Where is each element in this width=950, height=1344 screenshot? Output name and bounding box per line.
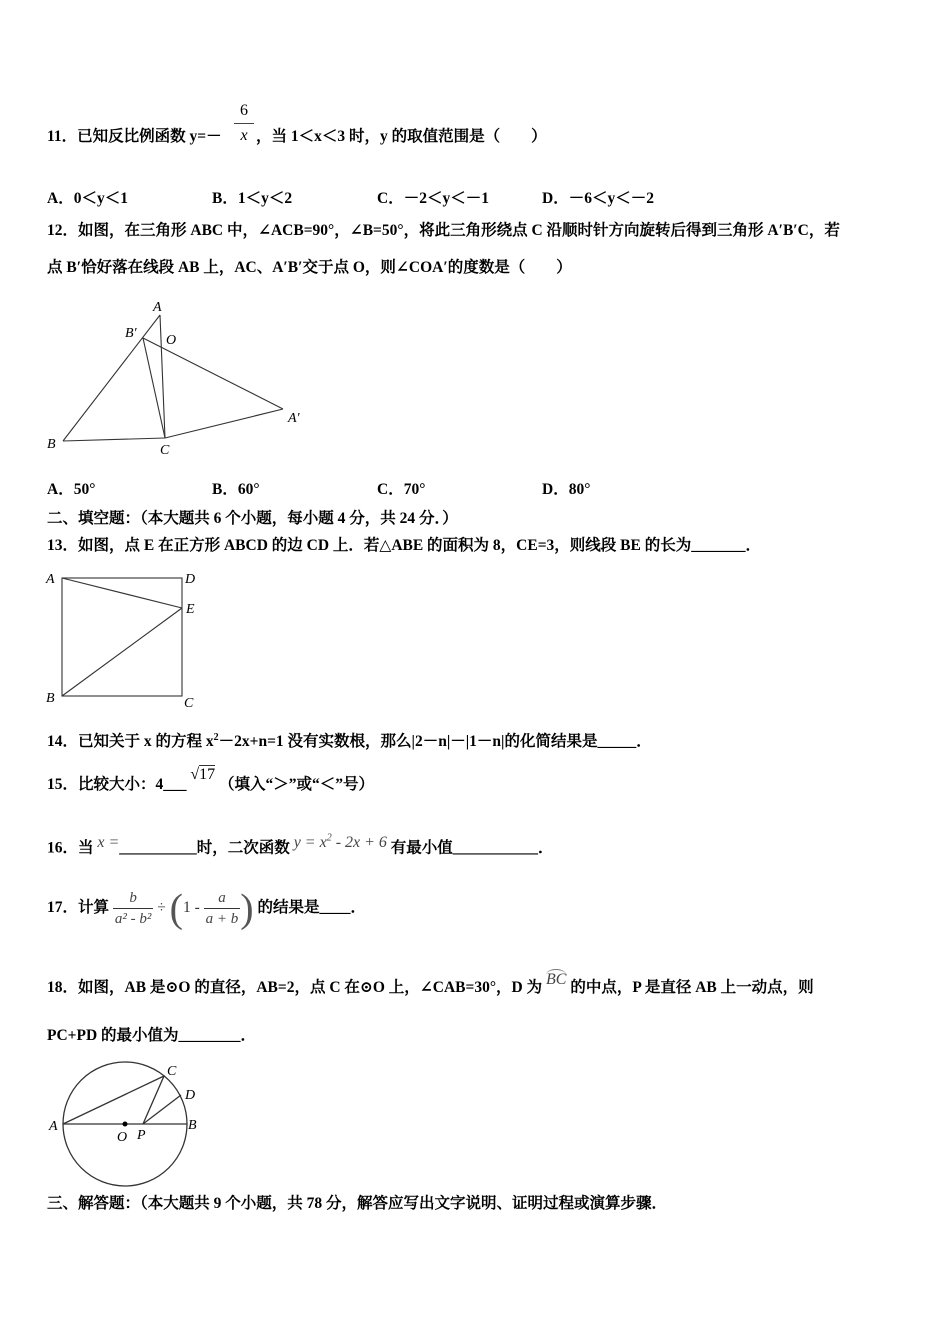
q13-label-C: C [184,696,194,711]
q18-part1: 18．如图，AB 是⊙O 的直径，AB=2，点 C 在⊙O 上，∠CAB=30°，D 为 [47,979,543,996]
q16-func: y = x [293,834,327,852]
q14-sup: 2 [213,732,219,743]
q18-label-D: D [185,1088,196,1103]
q14-text [47,728,652,752]
section3-heading: 三、解答题：（本大题共 9 个小题，共 78 分，解答应写出文字说明、证明过程或演算步骤． [47,1195,668,1212]
q11-option-d[interactable]: D．－6＜y＜－2 [542,190,654,207]
q17-suffix: 的结果是____． [257,899,366,916]
q12-line1: 12．如图，在三角形 ABC 中，∠ACB=90°，∠B=50°，将此三角形绕点 C 沿顺时针方向旋转后得到三角形 A′B′C，若 [47,222,840,239]
q17-num: b [113,888,154,909]
q11-fraction [234,102,254,145]
q16-function [294,834,387,851]
q12-label-A: A [153,300,162,315]
q13-label-E: E [186,602,195,617]
q17-inner-fraction [204,888,241,929]
q11-stem [47,127,222,147]
q16-func-sup: 2 [326,833,332,844]
q11-prefix: 11．已知反比例函数 y=－ [47,128,222,145]
q17-text [47,883,366,933]
q12-option-d[interactable]: D．80° [542,481,591,498]
q16-x-eq: x = [97,834,120,852]
q18-label-C: C [167,1064,177,1079]
q18-line2: PC+PD 的最小值为________． [47,1027,257,1044]
q13-text: 13．如图，点 E 在正方形 ABCD 的边 CD 上．若△ABE 的面积为 8，CE=3，则线段 BE 的长为_______． [47,537,761,554]
q18-circle-figure [40,1055,220,1190]
q18-line1 [47,971,814,998]
q16-suffix: 有最小值___________． [390,839,554,857]
q11-option-a[interactable]: A．0＜y＜1 [47,190,128,207]
q16-func-rest: - 2x + 6 [331,834,387,852]
q15-sqrt: √17 [190,766,216,783]
q11-option-b[interactable]: B．1＜y＜2 [212,190,293,207]
q13-seg-AE [62,578,182,608]
q12-line2: 点 B′恰好落在线段 AB 上，AC、A′B′交于点 O，则∠COA′的度数是（ ） [47,259,572,276]
q13-label-D: D [185,572,196,587]
q14-suffix: －2x+n=1 没有实数根，那么|2－n|－|1－n|的化简结果是_____． [218,733,652,751]
q15-suffix: （填入“＞”或“＜”号） [219,776,375,793]
q17-den: a² - b² [114,910,152,927]
q17-fraction [113,888,154,929]
q12-label-B: B [47,437,56,452]
q12-seg-BC [63,438,165,441]
q12-label-C: C [160,443,170,458]
section2-heading: 二、填空题：（本大题共 6 个小题，每小题 4 分，共 24 分．） [47,510,458,527]
q16-text [47,834,554,858]
q11-frac-num: 6 [234,102,254,124]
q15-prefix: 15．比较大小：4___ [47,776,187,793]
q18-label-B: B [188,1118,197,1133]
q12-label-O: O [166,333,177,348]
q18-label-A: A [49,1119,58,1134]
q15-radicand: 17 [199,766,216,783]
q13-square [62,578,182,696]
q12-option-b[interactable]: B．60° [212,481,260,498]
q18-center-dot [123,1122,128,1127]
q16-blank: __________ [119,839,197,857]
q16-mid: 时，二次函数 [196,839,290,857]
q12-seg-CAp [165,409,283,438]
q13-label-A: A [46,572,55,587]
q12-label-Aprime: A′ [288,411,300,426]
q13-label-B: B [46,691,55,706]
q17-prefix: 17．计算 [47,899,110,916]
q12-seg-BpAp [143,338,283,409]
q12-option-c[interactable]: C．70° [377,481,426,498]
q12-seg-BA [63,315,160,441]
q15-text [47,766,375,795]
q17-div: ÷ [157,899,166,916]
q11-suffix: ，当 1＜x＜3 时，y 的取值范围是（ ） [256,128,547,145]
q14-prefix: 14．已知关于 x 的方程 x [47,733,214,751]
q18-arc-label: BC [546,971,567,988]
q17-lparen: ( [169,885,183,931]
q12-option-a[interactable]: A．50° [47,481,96,498]
q17-paren-one: 1 - [182,899,200,916]
q13-seg-BE [62,608,182,696]
q18-arc [546,969,566,990]
q18-label-O: O [117,1130,128,1145]
q16-prefix: 16．当 [47,839,94,857]
q18-part2: 的中点，P 是直径 AB 上一动点，则 [570,979,814,996]
q12-label-Bprime: B′ [125,326,137,341]
q18-label-P: P [137,1128,146,1143]
q17-inner-num: a [204,888,241,909]
q11-option-c[interactable]: C．－2＜y＜－1 [377,190,489,207]
q17-inner-den: a + b [205,910,239,927]
q11-frac-den: x [240,127,248,144]
q13-square-figure [40,568,210,713]
q12-triangle-figure [40,295,320,465]
q17-rparen: ) [240,885,254,931]
